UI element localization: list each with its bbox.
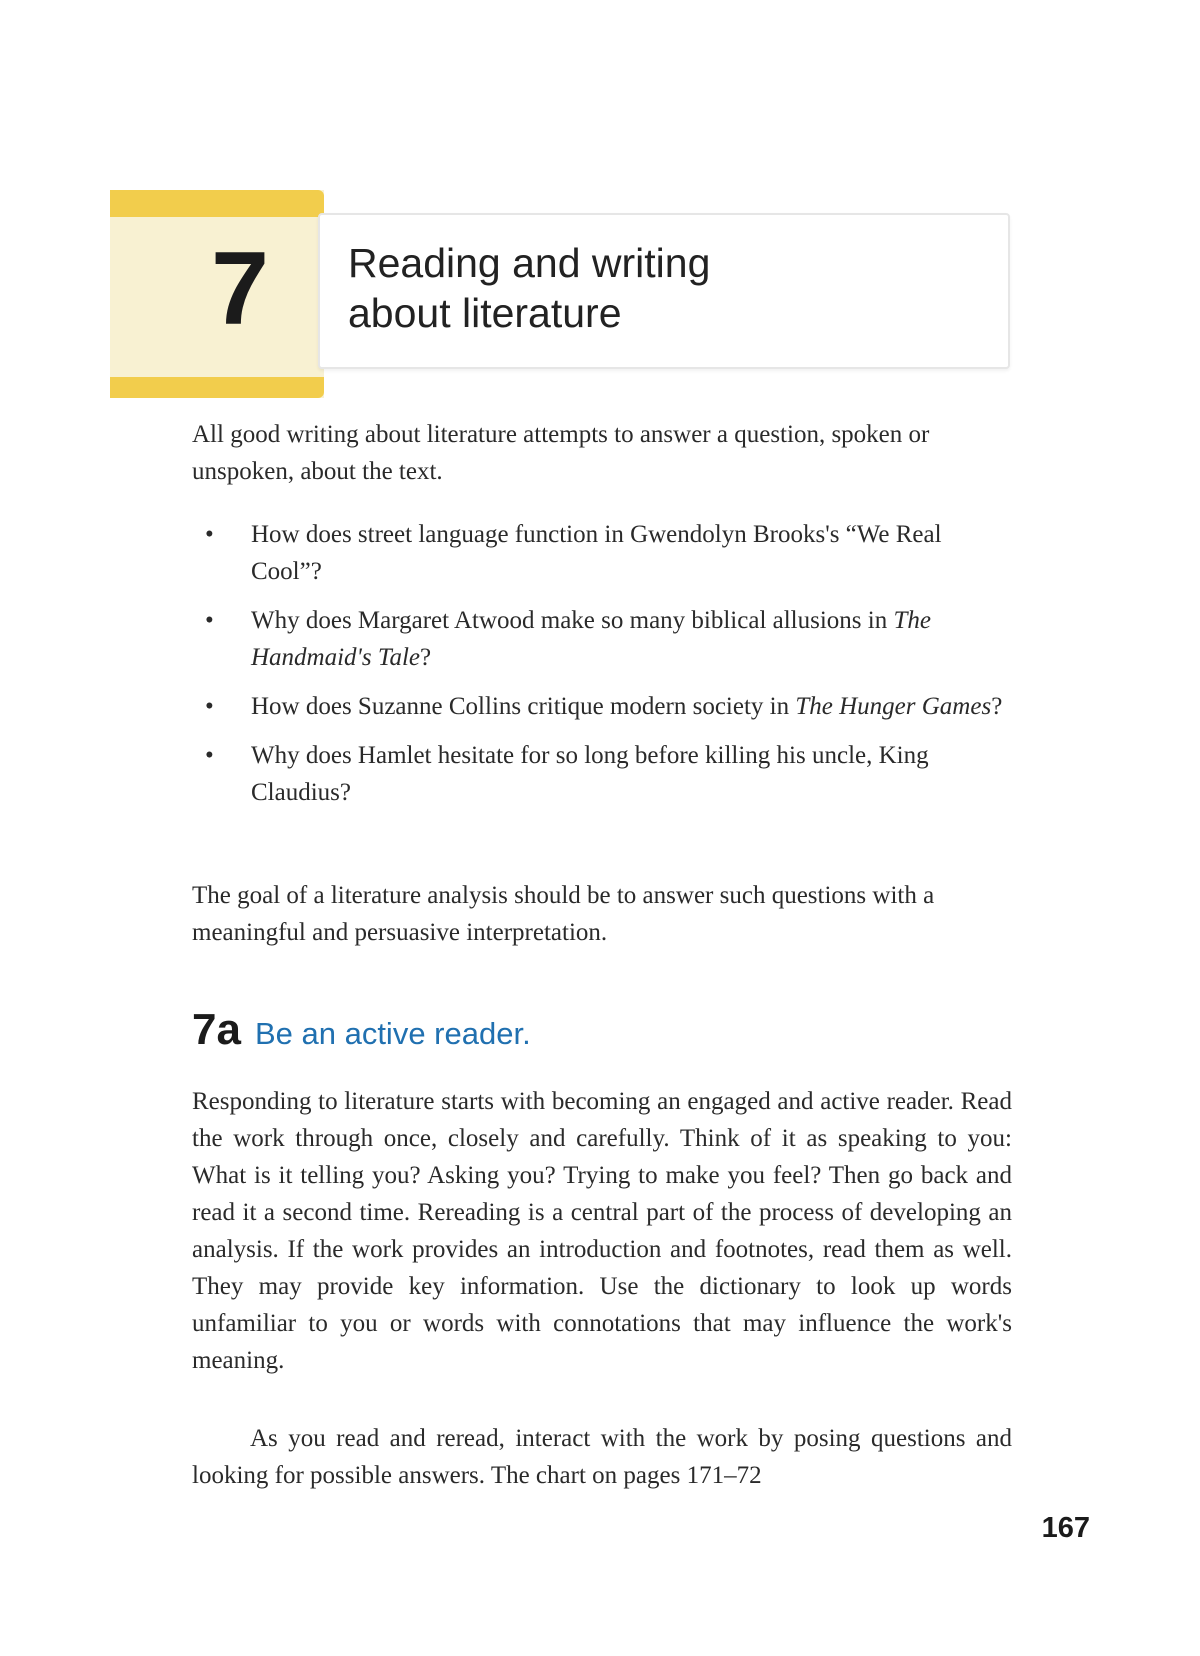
chapter-title-line1: Reading and writing bbox=[348, 240, 711, 286]
question-item: • Why does Hamlet hesitate for so long before killing his uncle, King Claudius? bbox=[205, 737, 1015, 811]
section-number: 7a bbox=[192, 1005, 241, 1054]
section-title: Be an active reader. bbox=[254, 1016, 531, 1051]
goal-paragraph: The goal of a literature analysis should be to answer such questions with a meaningful and persuasive interpretation. bbox=[192, 882, 935, 946]
question-item: • Why does Margaret Atwood make so many biblical allusions in The Handmaid's Tale? bbox=[205, 602, 1015, 676]
body-paragraph-2: As you read and reread, interact with the work by posing questions and looking for possible answers. The chart on pages 171–72 bbox=[192, 1425, 1012, 1489]
page-number: 167 bbox=[1041, 1512, 1090, 1544]
chapter-number: 7 bbox=[211, 231, 269, 347]
chapter-title bbox=[348, 238, 968, 338]
question-item: • How does street language function in Gwendolyn Brooks's “We Real Cool”? bbox=[205, 516, 1015, 590]
bullet-icon: • bbox=[205, 521, 214, 548]
question-item: • How does Suzanne Collins critique modern society in The Hunger Games? bbox=[205, 688, 1015, 725]
bullet-icon: • bbox=[205, 693, 214, 720]
chapter-title-line2: about literature bbox=[348, 290, 622, 336]
bullet-icon: • bbox=[205, 607, 214, 634]
section-heading bbox=[192, 1005, 1012, 1065]
book-title: The Handmaid's Tale bbox=[251, 607, 931, 671]
question-list bbox=[205, 516, 1015, 823]
bullet-icon: • bbox=[205, 742, 214, 769]
book-title: The Hunger Games bbox=[795, 693, 992, 720]
intro-paragraph: All good writing about literature attempts to answer a question, spoken or unspoken, about the text. bbox=[192, 421, 930, 485]
body-paragraph-1: Responding to literature starts with becoming an engaged and active reader. Read the work through once, closely and carefully. Think of it as speaking to you: What is it telling you? Asking you? Trying to make you feel? Then go back and read it a second time. Rereading is a central part of the process of developing an analysis. If the work provides an introduction and footnotes, read them as well. They may provide key information. Use the dictionary to look up words unfamiliar to you or words with connotations that may influence the work's meaning. bbox=[192, 1088, 1012, 1374]
chapter-tab-stripe-top bbox=[110, 190, 324, 217]
chapter-tab-stripe-bottom bbox=[110, 377, 324, 398]
chapter-tab bbox=[110, 190, 324, 398]
